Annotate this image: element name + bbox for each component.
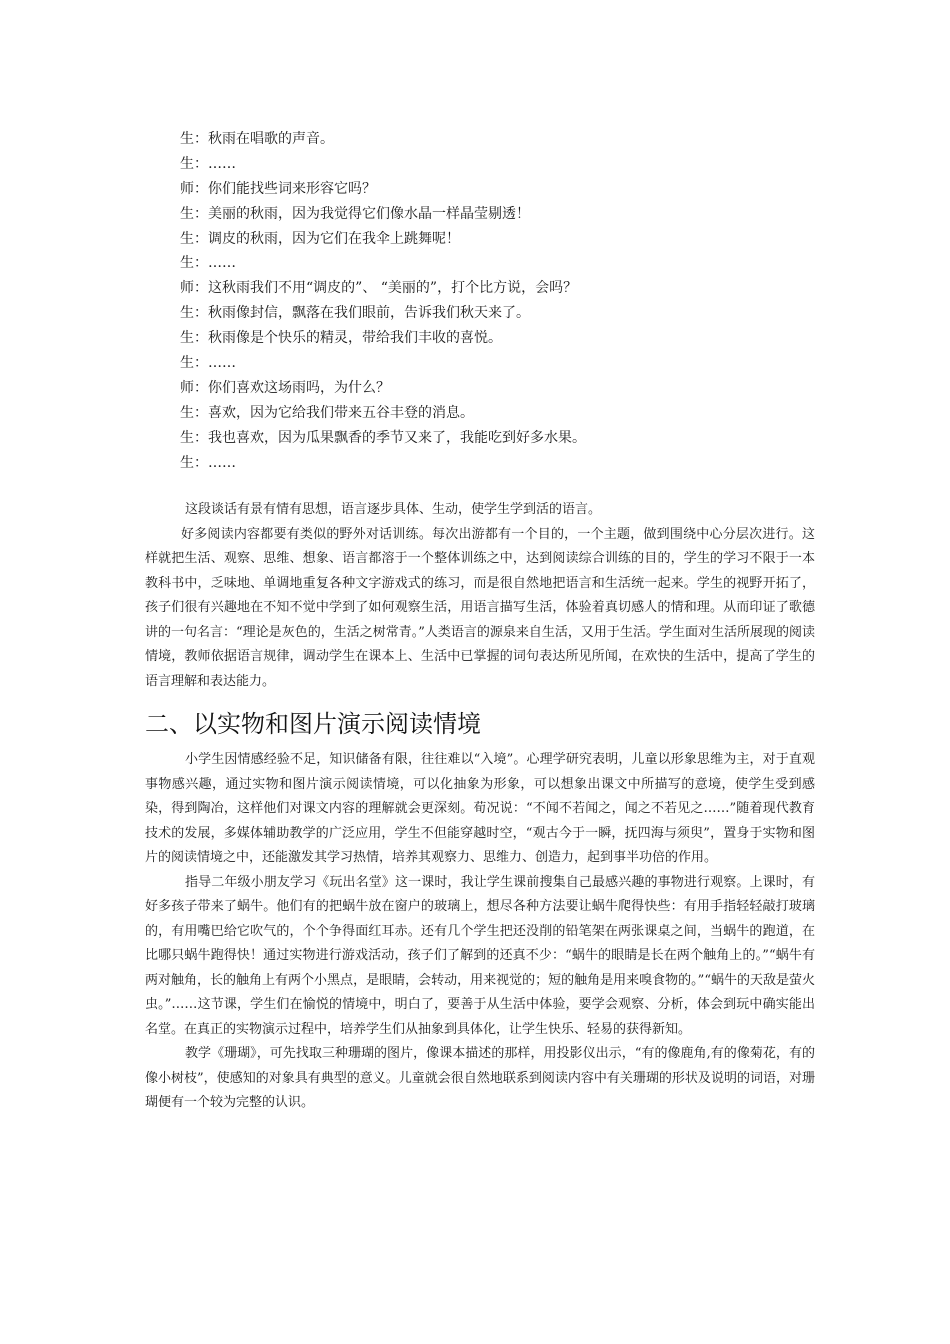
- dialogue-line: 师：这秋雨我们不用“调皮的”、 “美丽的”，打个比方说，会吗？: [180, 280, 578, 297]
- dialogue-line: 生：我也喜欢，因为瓜果飘香的季节又来了，我能吃到好多水果。: [180, 429, 586, 446]
- dialogue-line: 生：秋雨像封信，飘落在我们眼前，告诉我们秋天来了。: [180, 305, 530, 322]
- paragraph: 指导二年级小朋友学习《玩出名堂》这一课时，我让学生课前搜集自己最感兴趣的事物进行观察。上课时，有好多孩子带来了蜗牛。他们有的把蜗牛放在窗户的玻璃上，想尽各种方法要让蜗牛爬得快些：有用手指轻轻敲打玻璃的，有用嘴巴给它吹气的，个个争得面红耳赤。还有几个学生把还没削的铅笔架在两张课桌之间，当蜗牛的跑道，在比哪只蜗牛跑得快！通过实物进行游戏活动，孩子们了解到的还真不少：“蜗牛的眼睛是长在两个触角上的。”“蜗牛有两对触角，长的触角上有两个小黑点，是眼睛，会转动，用来视觉的；短的触角是用来嗅食物的。”“蜗牛的天敌是萤火虫。”……这节课，学生们在愉悦的情境中，明白了，要善于从生活中体验，要学会观察、分析，体会到玩中确实能出名堂。在真正的实物演示过程中，培养学生们从抽象到具体化，让学生快乐、轻易的获得新知。: [145, 874, 815, 1037]
- section-heading: 二、以实物和图片演示阅读情境: [145, 710, 481, 738]
- dialogue-line: 师：你们能找些词来形容它吗？: [180, 180, 376, 197]
- intro-section: [145, 498, 815, 694]
- paragraph: 教学《珊瑚》，可先找取三种珊瑚的图片，像课本描述的那样，用投影仪出示，“有的像鹿角,有的像菊花，有的像小树枝”，使感知的对象具有典型的意义。儿童就会很自然地联系到阅读内容中有关珊瑚的形状及说明的词语，对珊瑚便有一个较为完整的认识。: [145, 1046, 815, 1110]
- dialogue-line: 生：调皮的秋雨，因为它们在我伞上跳舞呢！: [180, 230, 460, 247]
- dialogue-line: 生：美丽的秋雨，因为我觉得它们像水晶一样晶莹剔透！: [180, 205, 530, 222]
- paragraph: 小学生因情感经验不足，知识储备有限，往往难以“入境”。心理学研究表明，儿童以形象思维为主，对于直观事物感兴趣，通过实物和图片演示阅读情境，可以化抽象为形象，可以想象出课文中所描写的意境，使学生受到感染，得到陶冶，这样他们对课文内容的理解就会更深刻。荀况说：“不闻不若闻之，闻之不若见之……”随着现代教育技术的发展，多媒体辅助教学的广泛应用，学生不但能穿越时空，“观古今于一瞬，抚四海与须臾”，置身于实物和图片的阅读情境之中，还能激发其学习热情，培养其观察力、思维力、创造力，起到事半功倍的作用。: [145, 752, 815, 865]
- dialogue-line: 生：秋雨像是个快乐的精灵，带给我们丰收的喜悦。: [180, 330, 502, 347]
- paragraph: 好多阅读内容都要有类似的野外对话训练。每次出游都有一个目的，一个主题，做到围绕中心分层次进行。这样就把生活、观察、思维、想象、语言都溶于一个整体训练之中，达到阅读综合训练的目的，学生的学习不限于一本教科书中，乏味地、单调地重复各种文字游戏式的练习，而是很自然地把语言和生活统一起来。学生的视野开拓了，孩子们很有兴趣地在不知不觉中学到了如何观察生活，用语言描写生活，体验着真切感人的情和理。从而印证了歌德讲的一句名言：“理论是灰色的，生活之树常青。”人类语言的源泉来自生活，又用于生活。学生面对生活所展现的阅读情境，教师依据语言规律，调动学生在课本上、生活中已掌握的词句表达所见所闻，在欢快的生活中，提高了学生的语言理解和表达能力。: [145, 526, 815, 689]
- section2-body: [145, 748, 815, 1116]
- dialogue-block: [180, 127, 820, 475]
- dialogue-line: 生：秋雨在唱歌的声音。: [180, 131, 334, 147]
- dialogue-line: 生：……: [180, 155, 236, 172]
- dialogue-line: 生：喜欢，因为它给我们带来五谷丰登的消息。: [180, 404, 474, 421]
- dialogue-line: 师：你们喜欢这场雨吗，为什么？: [180, 379, 390, 396]
- dialogue-line: 生：……: [180, 255, 236, 272]
- paragraph: 这段谈话有景有情有思想，语言逐步具体、生动，使学生学到活的语言。: [185, 502, 602, 517]
- dialogue-line: 生：……: [180, 355, 236, 372]
- dialogue-line: 生：……: [180, 454, 236, 471]
